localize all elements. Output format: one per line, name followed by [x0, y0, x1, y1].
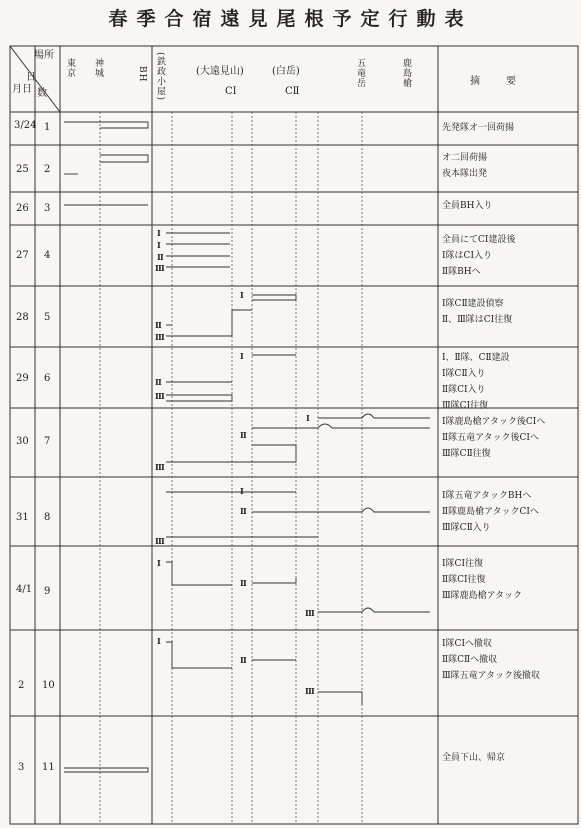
row-7-notes [442, 414, 577, 462]
note-line: Ⅱ隊鹿島槍アタックCⅠへ [442, 507, 539, 517]
column-c1-sub: (大遠見山) [196, 66, 244, 77]
note-line: Ⅰ隊五竜アタックBHへ [442, 491, 532, 501]
column-goryu: 五竜岳 [355, 58, 365, 88]
party-3-mark: Ⅲ [155, 462, 165, 472]
row-2-notes [442, 150, 577, 182]
note-line: Ⅰ、Ⅱ隊、CⅡ建設 [442, 353, 510, 363]
party-3-mark: Ⅲ [155, 263, 165, 273]
row-6-notes [442, 350, 577, 414]
row-10-day: 10 [42, 680, 55, 691]
row-4-notes [442, 232, 577, 280]
row-4-day: 4 [44, 250, 51, 261]
note-line: Ⅱ隊CⅡへ撤収 [442, 655, 498, 665]
row-1-notes [442, 120, 577, 136]
party-1-mark: Ⅰ [157, 558, 161, 568]
row-7-date: 30 [16, 436, 29, 447]
party-2-mark: Ⅱ [240, 506, 247, 516]
note-line: Ⅱ隊CⅠ往復 [442, 575, 486, 585]
party-1-mark: Ⅰ [157, 228, 161, 238]
row-8-date: 31 [16, 512, 29, 523]
party-1-mark: Ⅰ [240, 290, 244, 300]
column-c1: CⅠ [225, 86, 237, 97]
note-line: Ⅰ隊鹿島槍アタック後CⅠへ [442, 417, 546, 427]
document-title: 春季合宿遠見尾根予定行動表 [108, 8, 473, 30]
party-3-mark: Ⅲ [155, 536, 165, 546]
header-month-label: 月日 [12, 84, 32, 95]
note-line: Ⅱ隊CⅠ入り [442, 385, 486, 395]
row-4-date: 27 [16, 250, 29, 261]
party-2-mark: Ⅱ [240, 655, 247, 665]
row-2-day: 2 [44, 164, 51, 175]
note-line: Ⅱ隊五竜アタック後CⅠへ [442, 433, 539, 443]
party-1-mark: Ⅰ [157, 636, 161, 646]
row-11-notes [442, 750, 577, 766]
note-line: Ⅰ隊はCⅠ入り [442, 251, 492, 261]
column-bh: BH [137, 66, 147, 83]
column-tokyo: 東京 [65, 58, 75, 78]
note-line: Ⅲ隊CⅡ入り [442, 523, 491, 533]
note-line: Ⅰ隊CⅠへ撤収 [442, 639, 492, 649]
row-11-date: 3 [18, 762, 25, 773]
note-line: Ⅲ隊CⅡ往復 [442, 449, 491, 459]
note-line: Ⅲ隊五竜アタック後撤収 [442, 671, 541, 681]
party-2-mark: Ⅱ [155, 320, 162, 330]
note-line: 全員BH入り [442, 201, 493, 211]
column-c2-sub: (白岳) [272, 66, 300, 77]
column-hut: (鉄政小屋) [155, 52, 165, 102]
row-6-day: 6 [44, 373, 51, 384]
note-line: Ⅱ隊BHへ [442, 267, 481, 277]
row-5-day: 5 [44, 312, 51, 323]
row-3-notes [442, 198, 577, 214]
row-2-date: 25 [16, 164, 29, 175]
row-7-day: 7 [44, 436, 51, 447]
party-2-mark: Ⅱ [240, 578, 247, 588]
row-1-day: 1 [44, 122, 51, 133]
party-3-mark: Ⅲ [155, 332, 165, 342]
note-line: 夜本隊出発 [442, 169, 488, 179]
note-line: 先発隊オ一回荷揚 [442, 123, 515, 133]
note-line: 全員下山、帰京 [442, 753, 506, 763]
header-day-label: 日 [26, 72, 36, 83]
party-1-mark: Ⅰ [306, 413, 310, 423]
row-6-date: 29 [16, 373, 29, 384]
column-c2: CⅡ [285, 86, 300, 97]
header-count-label: 数 [37, 88, 47, 99]
row-11-day: 11 [42, 762, 55, 773]
note-line: Ⅲ隊鹿島槍アタック [442, 591, 523, 601]
note-line: Ⅰ隊CⅡ入り [442, 369, 486, 379]
header-place-label: 場所 [34, 50, 54, 61]
party-3-mark: Ⅲ [155, 391, 165, 401]
row-10-notes [442, 636, 577, 684]
party-3-mark: Ⅲ [305, 686, 315, 696]
note-line: オ二回荷揚 [442, 153, 488, 163]
party-2-mark: Ⅱ [155, 377, 162, 387]
column-kashimayari: 鹿島槍 [401, 58, 411, 88]
party-1-mark: Ⅰ [240, 486, 244, 496]
row-8-day: 8 [44, 512, 51, 523]
note-line: Ⅰ隊CⅡ建設偵察 [442, 299, 504, 309]
party-2-mark: Ⅱ [240, 430, 247, 440]
note-line: 全員にてCⅠ建設後 [442, 235, 516, 245]
row-5-notes [442, 296, 577, 328]
row-3-date: 26 [16, 203, 29, 214]
row-10-date: 2 [18, 680, 25, 691]
note-line: Ⅲ隊CⅠ往復 [442, 401, 489, 411]
row-1-date: 3/24 [14, 120, 37, 131]
note-line: Ⅱ、Ⅲ隊はCⅠ往復 [442, 315, 513, 325]
note-line: Ⅰ隊CⅠ往復 [442, 559, 483, 569]
column-remarks: 摘 要 [470, 76, 518, 87]
party-1-mark: Ⅰ [240, 351, 244, 361]
party-1-mark: Ⅰ [157, 240, 161, 250]
row-3-day: 3 [44, 203, 51, 214]
row-9-notes [442, 556, 577, 604]
column-kamishiro: 神城 [93, 58, 103, 78]
row-5-date: 28 [16, 312, 29, 323]
party-2-mark: Ⅱ [157, 252, 164, 262]
row-9-day: 9 [44, 586, 51, 597]
row-9-date: 4/1 [16, 584, 33, 595]
party-3-mark: Ⅲ [305, 608, 315, 618]
row-8-notes [442, 488, 577, 536]
